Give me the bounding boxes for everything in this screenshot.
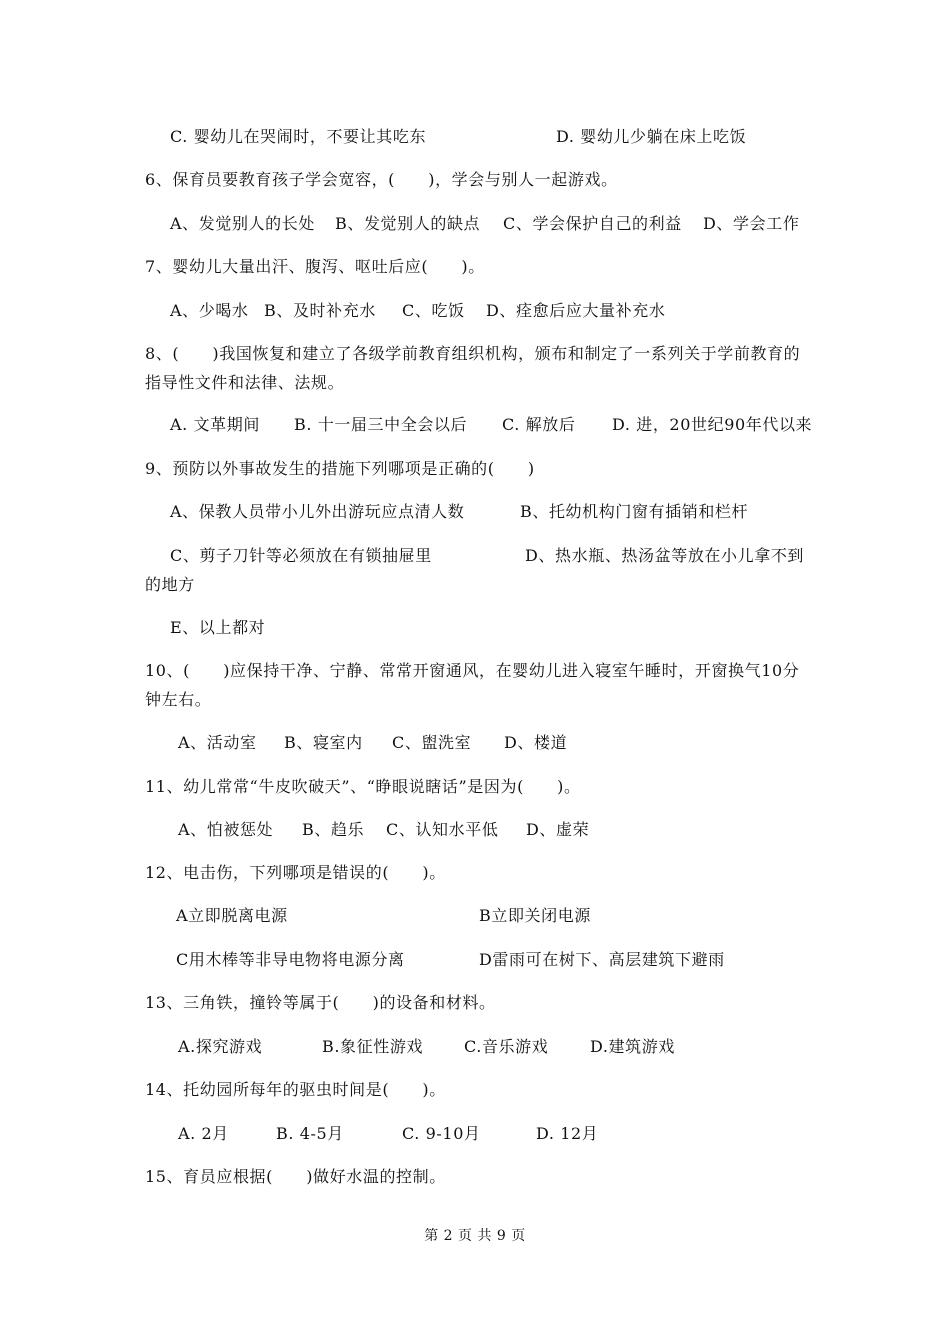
q13-option-a: A.探究游戏 [178, 1037, 263, 1056]
q9-stem: 9、预防以外事故发生的措施下列哪项是正确的( ) [145, 459, 535, 478]
q8-option-d: D. 进，20世纪90年代以来 [612, 415, 813, 434]
q9-option-d-line2: 的地方 [145, 575, 195, 594]
q10-stem-line1: 10、( )应保持干净、宁静、常常开窗通风，在婴幼儿进入寝室午睡时，开窗换气10分 [145, 661, 800, 680]
q9-option-d-line1: D、热水瓶、热汤盆等放在小儿拿不到 [525, 546, 805, 565]
q10-option-b: B、寝室内 [284, 733, 363, 752]
q11-option-c: C、认知水平低 [386, 820, 499, 839]
q11-stem: 11、幼儿常常“牛皮吹破天”、“睁眼说瞎话”是因为( )。 [145, 777, 581, 796]
q9-option-b: B、托幼机构门窗有插销和栏杆 [520, 502, 749, 521]
q12-option-a: A立即脱离电源 [176, 906, 288, 925]
q7-option-d: D、痊愈后应大量补充水 [486, 301, 666, 320]
q6-option-a: A、发觉别人的长处 [170, 214, 315, 233]
q10-option-c: C、盥洗室 [392, 733, 472, 752]
q8-stem-line1: 8、( )我国恢复和建立了各级学前教育组织机构，颁布和制定了一系列关于学前教育的 [145, 344, 801, 363]
q7-option-a: A、少喝水 [170, 301, 249, 320]
q12-option-c: C用木棒等非导电物将电源分离 [176, 950, 405, 969]
q8-option-b: B. 十一届三中全会以后 [294, 415, 468, 434]
q9-option-a: A、保教人员带小儿外出游玩应点清人数 [170, 502, 465, 521]
q8-stem-line2: 指导性文件和法律、法规。 [145, 373, 345, 392]
q11-option-a: A、怕被惩处 [178, 820, 274, 839]
q14-option-c: C. 9-10月 [402, 1124, 481, 1143]
q10-option-a: A、活动室 [178, 733, 257, 752]
q12-option-b: B立即关闭电源 [479, 906, 591, 925]
q6-option-c: C、学会保护自己的利益 [503, 214, 682, 233]
q14-option-a: A. 2月 [178, 1124, 229, 1143]
q11-option-b: B、趋乐 [302, 820, 365, 839]
q5-option-d: D. 婴幼儿少躺在床上吃饭 [556, 127, 747, 146]
q10-option-d: D、楼道 [504, 733, 568, 752]
q6-option-b: B、发觉别人的缺点 [335, 214, 481, 233]
q12-option-d: D雷雨可在树下、高层建筑下避雨 [479, 950, 725, 969]
q7-option-c: C、吃饭 [402, 301, 465, 320]
q14-option-b: B. 4-5月 [276, 1124, 344, 1143]
q13-option-c: C.音乐游戏 [464, 1037, 549, 1056]
q9-option-c: C、剪子刀针等必须放在有锁抽屉里 [170, 546, 432, 565]
q7-option-b: B、及时补充水 [264, 301, 376, 320]
q8-option-a: A. 文革期间 [170, 415, 260, 434]
q11-option-d: D、虚荣 [526, 820, 590, 839]
q7-stem: 7、婴幼儿大量出汗、腹泻、呕吐后应( )。 [145, 257, 485, 276]
q6-option-d: D、学会工作 [703, 214, 800, 233]
q14-option-d: D. 12月 [536, 1124, 599, 1143]
q5-option-c: C. 婴幼儿在哭闹时，不要让其吃东 [170, 127, 427, 146]
q14-stem: 14、托幼园所每年的驱虫时间是( )。 [145, 1080, 446, 1099]
q15-stem: 15、育员应根据( )做好水温的控制。 [145, 1167, 446, 1186]
q12-stem: 12、电击伤，下列哪项是错误的( )。 [145, 863, 446, 882]
q13-option-d: D.建筑游戏 [590, 1037, 675, 1056]
q10-stem-line2: 钟左右。 [145, 690, 212, 709]
q8-option-c: C. 解放后 [502, 415, 576, 434]
page-number-footer: 第 2 页 共 9 页 [424, 1228, 526, 1244]
q9-option-e: E、以上都对 [170, 618, 266, 637]
q13-option-b: B.象征性游戏 [322, 1037, 424, 1056]
q13-stem: 13、三角铁，撞铃等属于( )的设备和材料。 [145, 993, 496, 1012]
q6-stem: 6、保育员要教育孩子学会宽容，( )，学会与别人一起游戏。 [145, 170, 618, 189]
